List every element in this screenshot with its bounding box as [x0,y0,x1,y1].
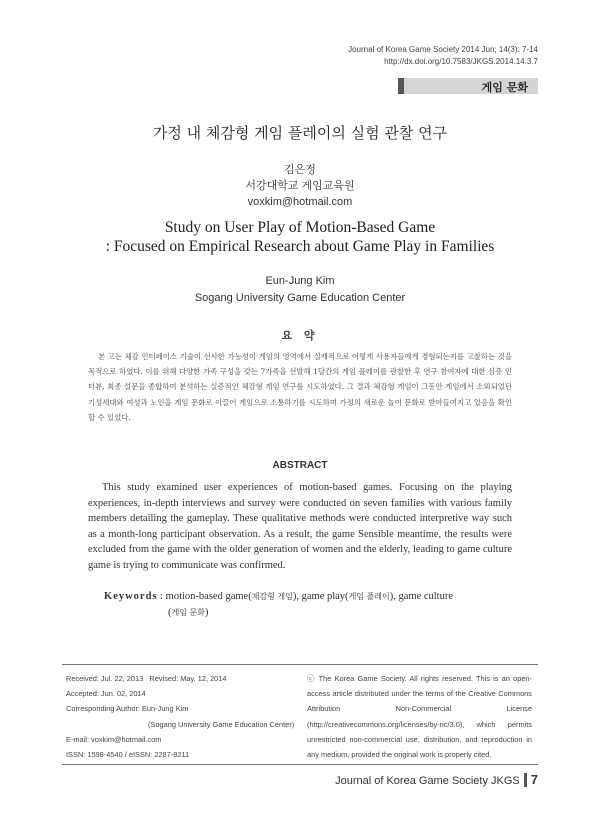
category-banner [398,78,538,94]
keywords-label: Keywords [104,591,158,602]
title-english-line2: : Focused on Empirical Research about Game Play in Families [105,238,495,255]
footer-top-rule [62,664,538,665]
keyword-2-ko: 게임 플레이 [348,592,390,601]
footer-bottom-rule [62,764,538,765]
keyword-1-ko: 체감형 게임 [251,592,293,601]
category-label: 게임 문화 [481,81,528,94]
author-block-korean [0,162,600,210]
keyword-3-en: ), game culture [389,591,454,602]
keyword-1-en: motion-based game( [165,591,252,602]
author-affiliation-english: Sogang University Game Education Center [194,292,406,304]
copyright-notice: ⓒ The Korea Game Society. All rights reserved. This is an open-access article distributed under the terms of the Creative Commons Attribution Non-Commercial License (http://creativecommons.org/licenses/by-nc/3.0), which permits unrestricted non-commercial use, distribution, and reproduction in any medium, provided the original work is properly cited. [307,674,532,760]
keyword-2-en: ), game play( [292,591,349,602]
dates-line [66,671,306,686]
keywords-colon: : [160,591,164,602]
journal-volume-line: Journal of Korea Game Society 2014 Jun; 14(3): 7-14 [348,45,538,54]
author-block-english [0,273,600,307]
corresponding-affiliation: (Sogang University Game Education Center) [148,719,295,729]
abstract-body-english: This study examined user experiences of motion-based games. Focusing on the playing experiences, in-depth interviews and survey were conducted on seven families with various family members detailing the gameplay. These qualitative methods were conducted interpretive way such as a month-long participant observation. As a result, the game Sensible meantime, the results were excluded from the game with the older generation of women and the elderly, leading to game culture game is trying to communicate was confirmed. [88,482,512,571]
corresponding-email: E-mail: voxkim@hotmail.com [66,734,162,744]
revised-date: Revised: May. 12, 2014 [149,674,227,683]
footer-separator [524,773,527,787]
accepted-date: Accepted: Jun. 02, 2014 [66,689,146,699]
issn-line: ISSN: 1598-4540 / eISSN: 2287-8211 [66,750,190,760]
journal-citation [348,44,538,68]
footer-journal-name: Journal of Korea Game Society JKGS [335,775,520,787]
corresponding-author: Corresponding Author: Eun-Jung Kim [66,704,189,714]
page-number: 7 [530,772,538,787]
author-name-korean: 김은정 [284,164,316,176]
title-korean: 가정 내 체감형 게임 플레이의 실험 관찰 연구 [152,124,448,142]
author-name-english: Eun-Jung Kim [265,275,335,287]
doi-line: http://dx.doi.org/10.7583/JKGS.2014.14.3.7 [384,57,538,66]
keyword-3-ko: 게임 문화 [171,607,205,617]
author-affiliation-korean: 서강대학교 게임교육원 [245,180,355,192]
author-email: voxkim@hotmail.com [247,196,353,208]
received-date: Received: Jul. 22, 2013 [66,674,144,683]
keyword-3-ko-line [104,605,514,621]
submission-info [66,671,306,762]
page-footer [335,772,538,787]
abstract-heading-korean: 요 약 [281,329,319,342]
abstract-body-korean: 본 고는 체감 인터페이스 기술이 선사한 가능성이 게임의 영역에서 실재적으로 어떻게 사용자들에게 경험되는지를 고찰하는 것을 목적으로 하였다. 이를 위해 다양한 가족 구성을 갖는 7가족을 선발해 1달간의 게임 플레이를 관찰한 후 연구 참여자에 대한 심층 인터뷰, 최종 설문을 종합하여 분석하는 실증적인 체감형 게임 연구를 시도하였다. 그 결과 체감형 게임이 그동안 게임에서 소외되었던 기성세대와 여성과 노인을 게임 문화로 이끌어 게임으로 소통하기를 시도하며 가정의 새로운 놀이 문화로 받아들여지고 있음을 확인할 수 있었다. [88,352,512,422]
keywords-block [104,589,514,620]
category-marker [398,78,404,94]
title-english-line1: Study on User Play of Motion-Based Game [164,219,436,236]
title-english [0,218,600,256]
keyword-3-close: ) [204,606,209,618]
abstract-heading-english: ABSTRACT [272,460,328,471]
keyword-3-open: ( [168,606,172,618]
